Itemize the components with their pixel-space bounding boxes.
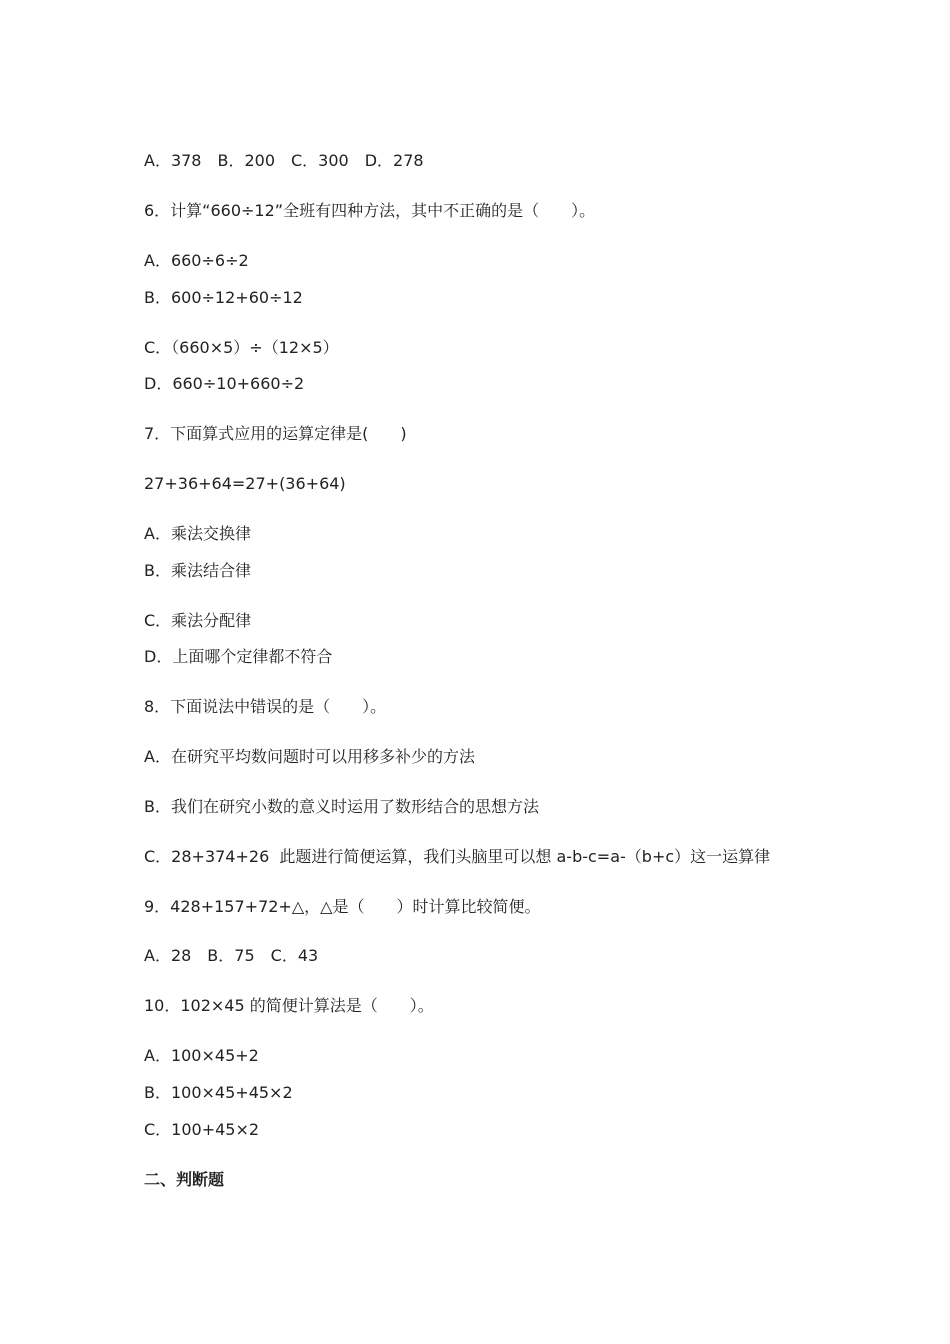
q10-option-a: A．100×45+2: [144, 1046, 259, 1065]
q7-option-a: A．乘法交换律: [144, 524, 251, 543]
q8-option-a: A．在研究平均数问题时可以用移多补少的方法: [144, 747, 475, 766]
q10-option-c: C．100+45×2: [144, 1120, 260, 1139]
q6-option-a: A．660÷6÷2: [144, 251, 249, 270]
q9-question: 9．428+157+72+△，△是（ ）时计算比较简便。: [144, 897, 541, 916]
q6-option-d: D．660÷10+660÷2: [144, 374, 305, 393]
q10-question: 10．102×45 的简便计算法是（ ）。: [144, 996, 434, 1015]
q5-options: A．378 B．200 C．300 D．278: [144, 151, 424, 170]
q10-option-b: B．100×45+45×2: [144, 1083, 293, 1102]
q9-options: A．28 B．75 C．43: [144, 946, 319, 965]
section-heading: 二、判断题: [144, 1170, 225, 1189]
q8-question: 8．下面说法中错误的是（ ）。: [144, 697, 387, 716]
q6-option-b: B．600÷12+60÷12: [144, 288, 303, 307]
q7-question: 7．下面算式应用的运算定律是( ): [144, 424, 407, 443]
q7-option-b: B．乘法结合律: [144, 561, 251, 580]
q7-option-c: C．乘法分配律: [144, 611, 252, 630]
q6-option-c: C．（660×5）÷（12×5）: [144, 338, 339, 357]
q6-question: 6．计算“660÷12”全班有四种方法，其中不正确的是（ ）。: [144, 201, 596, 220]
q8-option-c: C．28+374+26 此题进行简便运算，我们头脑里可以想 a-b-c=a-（b+c）这一运算律: [144, 847, 771, 866]
q7-expression: 27+36+64=27+(36+64): [144, 474, 346, 493]
q7-option-d: D．上面哪个定律都不符合: [144, 647, 333, 666]
q8-option-b: B．我们在研究小数的意义时运用了数形结合的思想方法: [144, 797, 539, 816]
